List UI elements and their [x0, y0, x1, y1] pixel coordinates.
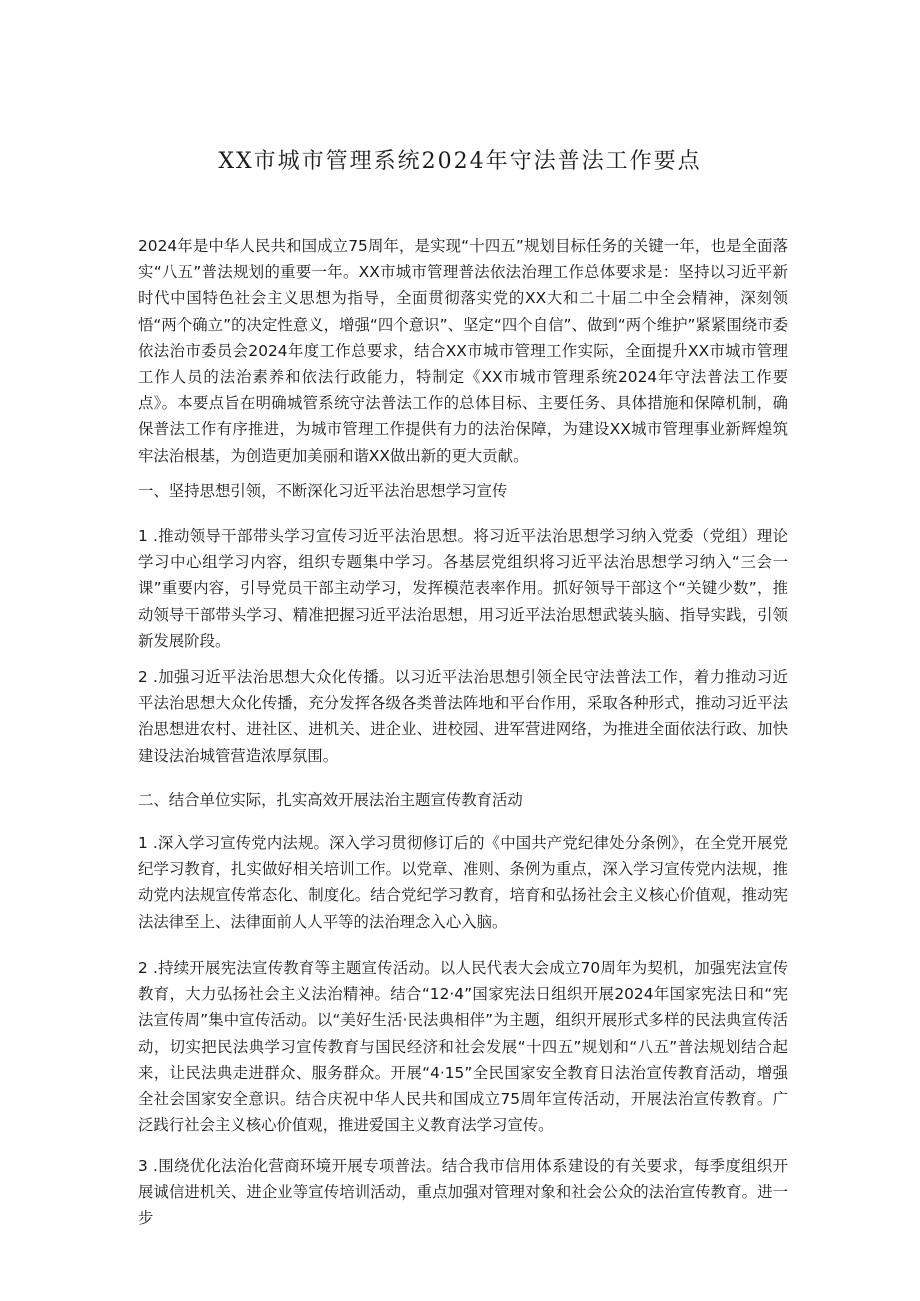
section-1-item-1: 1 .推动领导干部带头学习宣传习近平法治思想。将习近平法治思想学习纳入党委（党组）理论学习中心组学习内容，组织专题集中学习。各基层党组织将习近平法治思想学习纳入“三会一课”重要内容，引导党员干部主动学习，发挥模范表率作用。抓好领导干部这个“关键少数”，推动领导干部带头学习、精准把握习近平法治思想，用习近平法治思想武装头脑、指导实践，引领新发展阶段。: [138, 527, 788, 650]
section-2-item-1: 1 .深入学习宣传党内法规。深入学习贯彻修订后的《中国共产党纪律处分条例》，在全党开展党纪学习教育，扎实做好相关培训工作。以党章、准则、条例为重点，深入学习宣传党内法规，推动党内法规宣传常态化、制度化。结合党纪学习教育，培育和弘扬社会主义核心价值观，推动宪法法律至上、法律面前人人平等的法治理念入心入脑。: [138, 834, 788, 931]
section-1-item-2: 2 .加强习近平法治思想大众化传播。以习近平法治思想引领全民守法普法工作，着力推动习近平法治思想大众化传播，充分发挥各级各类普法阵地和平台作用，采取各种形式，推动习近平法治思想进农村、进社区、进机关、进企业、进校园、进军营进网络，为推进全面依法行政、加快建设法治城管营造浓厚氛围。: [138, 668, 788, 765]
document-title: XX市城市管理系统2024年守法普法工作要点: [218, 149, 702, 174]
section-2-item-3: 3 .围绕优化法治化营商环境开展专项普法。结合我市信用体系建设的有关要求，每季度组织开展诚信进机关、进企业等宣传培训活动，重点加强对管理对象和社会公众的法治宣传教育。进一步: [138, 1157, 788, 1228]
section-1-heading: 一、坚持思想引领，不断深化习近平法治思想学习宣传: [138, 482, 508, 500]
section-2-heading: 二、结合单位实际，扎实高效开展法治主题宣传教育活动: [138, 791, 523, 809]
intro-paragraph: 2024年是中华人民共和国成立75周年，是实现“十四五”规划目标任务的关键一年，也是全面落实“八五”普法规划的重要一年。XX市城市管理普法依法治理工作总体要求是：坚持以习近平新时代中国特色社会主义思想为指导，全面贯彻落实党的XX大和二十届二中全会精神，深刻领悟“两个确立”的决定性意义，增强“四个意识”、坚定“四个自信”、做到“两个维护”紧紧围绕市委依法治市委员会2024年度工作总要求，结合XX市城市管理工作实际，全面提升XX市城市管理工作人员的法治素养和依法行政能力，特制定《XX市城市管理系统2024年守法普法工作要点》。本要点旨在明确城管系统守法普法工作的总体目标、主要任务、具体措施和保障机制，确保普法工作有序推进，为城市管理工作提供有力的法治保障，为建设XX城市管理事业新辉煌筑牢法治根基，为创造更加美丽和谐XX做出新的更大贡献。: [138, 237, 788, 465]
section-2-item-2: 2 .持续开展宪法宣传教育等主题宣传活动。以人民代表大会成立70周年为契机，加强宪法宣传教育，大力弘扬社会主义法治精神。结合“12·4”国家宪法日组织开展2024年国家宪法日和“宪法宣传周”集中宣传活动。以“美好生活·民法典相伴”为主题，组织开展形式多样的民法典宣传活动，切实把民法典学习宣传教育与国民经济和社会发展“十四五”规划和“八五”普法规划结合起来，让民法典走进群众、服务群众。开展“4·15”全民国家安全教育日法治宣传教育活动，增强全社会国家安全意识。结合庆祝中华人民共和国成立75周年宣传活动，开展法治宣传教育。广泛践行社会主义核心价值观，推进爱国主义教育法学习宣传。: [138, 959, 788, 1135]
